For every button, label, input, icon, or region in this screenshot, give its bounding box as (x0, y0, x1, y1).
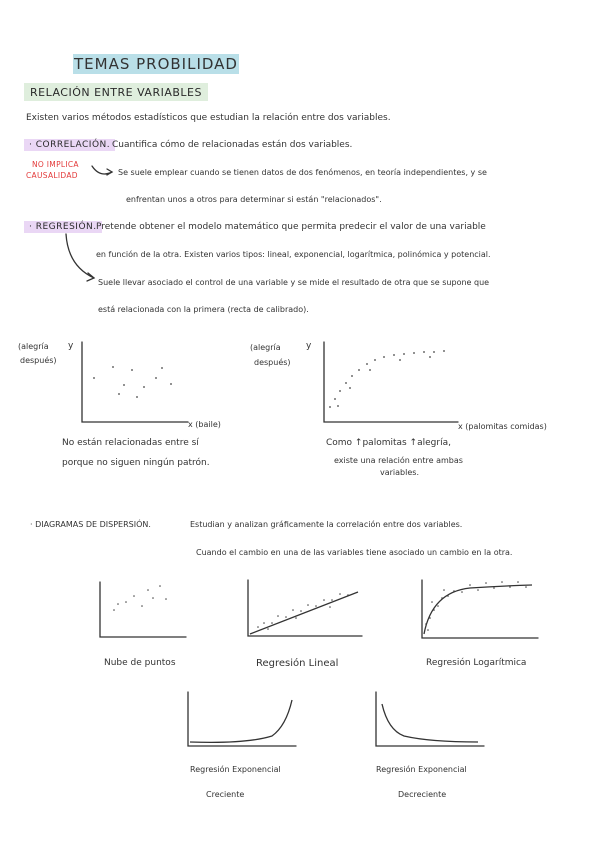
scatter-point (136, 396, 138, 398)
scatter-point (117, 603, 119, 605)
scatter-point (501, 581, 503, 583)
scatter-point (447, 595, 449, 597)
arrow-icon (90, 160, 120, 182)
regression-curve (190, 700, 292, 742)
example2-caption-line1: Como ↑palomitas ↑alegría, (326, 438, 451, 448)
scatter-point (374, 359, 376, 361)
scatter-point (329, 606, 331, 608)
example2-ylabel-line2: después) (254, 358, 291, 367)
example2-caption-line3: variables. (380, 468, 419, 477)
scatter-point (493, 587, 495, 589)
scatter-point (413, 352, 415, 354)
scatter-point (339, 593, 341, 595)
scatter-point (170, 383, 172, 385)
regression-definition-line1: Pretende obtener el modelo matemático que permita predecir el valor de una variable (96, 222, 486, 232)
scatter-point (358, 369, 360, 371)
scatter-point (477, 589, 479, 591)
scatter-point (427, 629, 429, 631)
scatter-point (131, 369, 133, 371)
scatter-point (443, 589, 445, 591)
regression-curve (382, 704, 478, 742)
scatter-point (345, 382, 347, 384)
exp-decay-caption-line2: Decreciente (398, 790, 447, 799)
scatter-point (113, 609, 115, 611)
scatter-point (485, 582, 487, 584)
example2-ylabel-line1: (alegría (250, 343, 281, 352)
scatter-point (285, 616, 287, 618)
scatter-point (347, 594, 349, 596)
scatter-point (93, 377, 95, 379)
scatter-point (517, 581, 519, 583)
example1-ylabel-line2: después) (20, 356, 57, 365)
example1-caption-line1: No están relacionadas entre sí (62, 438, 199, 448)
scatter-point (337, 405, 339, 407)
correlation-usage-line1: Se suele emplear cuando se tienen datos de dos fenómenos, en teoría independientes, y se (118, 168, 487, 177)
correlation-label: · CORRELACIÓN. (24, 139, 115, 151)
scatter-point (351, 375, 353, 377)
exponential-growth-diagram (186, 690, 298, 748)
scatter-point (461, 591, 463, 593)
exponential-decay-diagram (374, 690, 486, 748)
linear-regression-diagram (246, 578, 364, 640)
intro-text: Existen varios métodos estadísticos que estudian la relación entre dos variables. (26, 113, 391, 123)
scatter-point (509, 586, 511, 588)
arrow-icon (62, 232, 102, 284)
scatter-point (429, 617, 431, 619)
scatter-point (429, 356, 431, 358)
scatter-point (443, 350, 445, 352)
page-title: TEMAS PROBILIDAD (73, 55, 238, 73)
scatter-point (277, 615, 279, 617)
scatter-point (431, 601, 433, 603)
scatter-point (423, 351, 425, 353)
regression-definition-line2: en función de la otra. Existen varios tipos: lineal, exponencial, logarítmica, polinómica y potencial. (96, 250, 491, 259)
scatter-point (307, 604, 309, 606)
correlation-definition: Cuantifica cómo de relacionadas están dos variables. (112, 140, 353, 150)
example2-y-axis-label: y (306, 341, 312, 351)
scatter-point (152, 597, 154, 599)
scatter-point (141, 605, 143, 607)
scatter-point (159, 585, 161, 587)
scatter-point (469, 584, 471, 586)
scatter-section-description: Estudian y analizan gráficamente la correlación entre dos variables. (190, 520, 463, 529)
scatter-point (525, 586, 527, 588)
scatter-point (257, 626, 259, 628)
scatter-point (331, 599, 333, 601)
scatter-point (441, 597, 443, 599)
example2-scatter-plot (320, 340, 460, 425)
scatter-point (271, 622, 273, 624)
causality-note-line2: CAUSALIDAD (26, 171, 78, 180)
regression-label: · REGRESIÓN. (24, 221, 102, 233)
scatter-point (334, 398, 336, 400)
scatter-point (292, 609, 294, 611)
scatter-point (425, 623, 427, 625)
scatter-point (123, 384, 125, 386)
scatter-point (366, 363, 368, 365)
logarithmic-regression-diagram (420, 578, 540, 642)
scatter-point (403, 353, 405, 355)
example1-x-axis-label: x (baile) (188, 420, 221, 429)
exp-grow-caption-line2: Creciente (206, 790, 245, 799)
scatter-point (453, 590, 455, 592)
scatter-section-note: Cuando el cambio en una de las variables tiene asociado un cambio en la otra. (196, 548, 513, 557)
scatter-point (323, 599, 325, 601)
scatter-point (339, 390, 341, 392)
scatter-point (437, 605, 439, 607)
scatter-point (399, 359, 401, 361)
scatter-point (433, 351, 435, 353)
scatter-point (118, 393, 120, 395)
scatter-point (315, 605, 317, 607)
scatter-point (267, 628, 269, 630)
section-heading: RELACIÓN ENTRE VARIABLES (24, 83, 208, 101)
scatter-point (300, 610, 302, 612)
regression-usage-line2: está relacionada con la primera (recta de calibrado). (98, 305, 309, 314)
scatter-point (349, 387, 351, 389)
scatter-point (329, 406, 331, 408)
scatter-point (133, 595, 135, 597)
scatter-point (369, 369, 371, 371)
scatter-point (433, 609, 435, 611)
regression-usage-line1: Suele llevar asociado el control de una variable y se mide el resultado de otra que se supone que (98, 278, 490, 287)
point-cloud-diagram (98, 580, 188, 640)
regression-curve (424, 585, 532, 634)
scatter-point (263, 622, 265, 624)
example2-x-axis-label: x (palomitas comidas) (458, 422, 547, 431)
scatter-point (112, 366, 114, 368)
scatter-point (125, 601, 127, 603)
exp-grow-caption-line1: Regresión Exponencial (190, 765, 281, 774)
example1-scatter-plot (80, 340, 190, 425)
log-caption: Regresión Logarítmica (426, 658, 527, 668)
scatter-point (393, 354, 395, 356)
example2-caption-line2: existe una relación entre ambas (334, 456, 463, 465)
scatter-point (161, 367, 163, 369)
linear-caption: Regresión Lineal (256, 658, 339, 669)
exp-decay-caption-line1: Regresión Exponencial (376, 765, 467, 774)
example1-ylabel-line1: (alegría (18, 342, 49, 351)
scatter-section-label: · DIAGRAMAS DE DISPERSIÓN. (30, 520, 151, 529)
regression-line (250, 592, 358, 634)
scatter-point (147, 589, 149, 591)
scatter-point (165, 598, 167, 600)
scatter-point (383, 356, 385, 358)
causality-note-line1: NO IMPLICA (32, 160, 79, 169)
scatter-point (295, 617, 297, 619)
cloud-caption: Nube de puntos (104, 658, 176, 668)
scatter-point (155, 377, 157, 379)
example1-y-axis-label: y (68, 341, 74, 351)
correlation-usage-line2: enfrentan unos a otros para determinar si están "relacionados". (126, 195, 382, 204)
scatter-point (143, 386, 145, 388)
example1-caption-line2: porque no siguen ningún patrón. (62, 458, 210, 468)
